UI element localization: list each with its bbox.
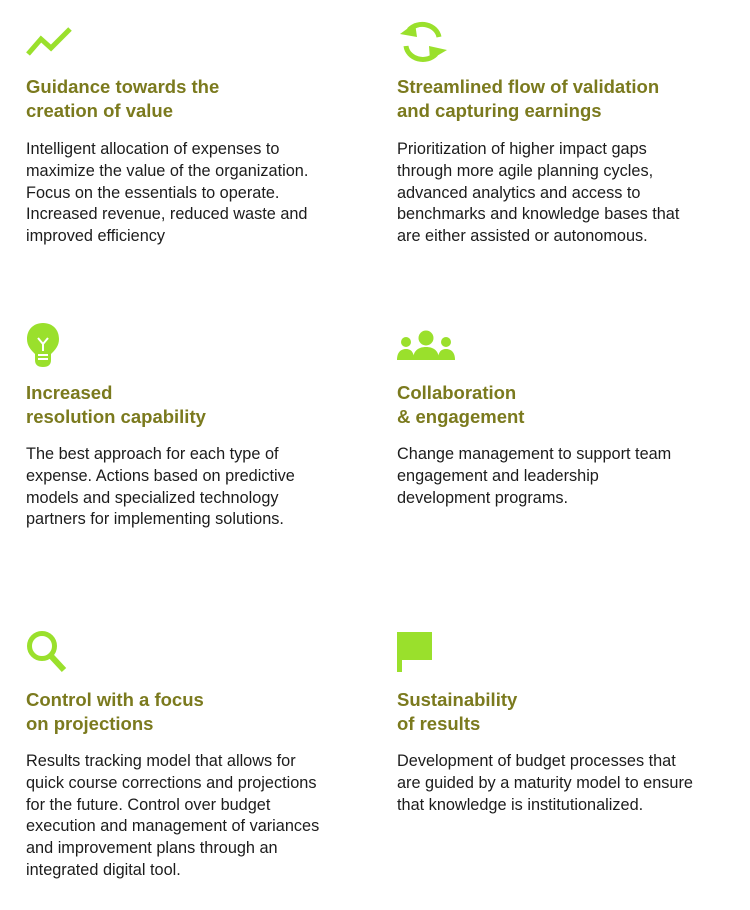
card-title: Sustainability of results — [397, 689, 518, 734]
trend-up-icon — [26, 24, 74, 58]
card-description: Intelligent allocation of expenses to maximize the value of the organization. Focus on the essentials to operate. Increased revenue, reduced waste and improved efficiency — [26, 140, 309, 246]
card-title: Control with a focus on projections — [26, 689, 204, 734]
card-title: Collaboration & engagement — [397, 382, 525, 427]
card-description: Results tracking model that allows for quick course corrections and projections for the future. Control over budget execution and management of variances and improvement plans through an integrated digital tool. — [26, 752, 320, 879]
flag-icon — [397, 630, 433, 674]
card-description: Prioritization of higher impact gaps through more agile planning cycles, advanced analytics and access to benchmarks and knowledge bases that are either assisted or autonomous. — [397, 140, 680, 246]
people-group-icon — [397, 328, 455, 362]
card-description: Change management to support team engagement and leadership development programs. — [397, 445, 672, 507]
lightbulb-icon — [26, 322, 60, 368]
card-description: Development of budget processes that are guided by a maturity model to ensure that knowledge is institutionalized. — [397, 752, 693, 814]
card-title: Guidance towards the creation of value — [26, 76, 220, 121]
refresh-icon — [397, 20, 449, 64]
card-title: Increased resolution capability — [26, 382, 206, 427]
card-title: Streamlined flow of validation and capturing earnings — [397, 76, 660, 121]
magnifier-icon — [26, 630, 68, 674]
card-description: The best approach for each type of expense. Actions based on predictive models and specialized technology partners for implementing solutions. — [26, 445, 295, 529]
